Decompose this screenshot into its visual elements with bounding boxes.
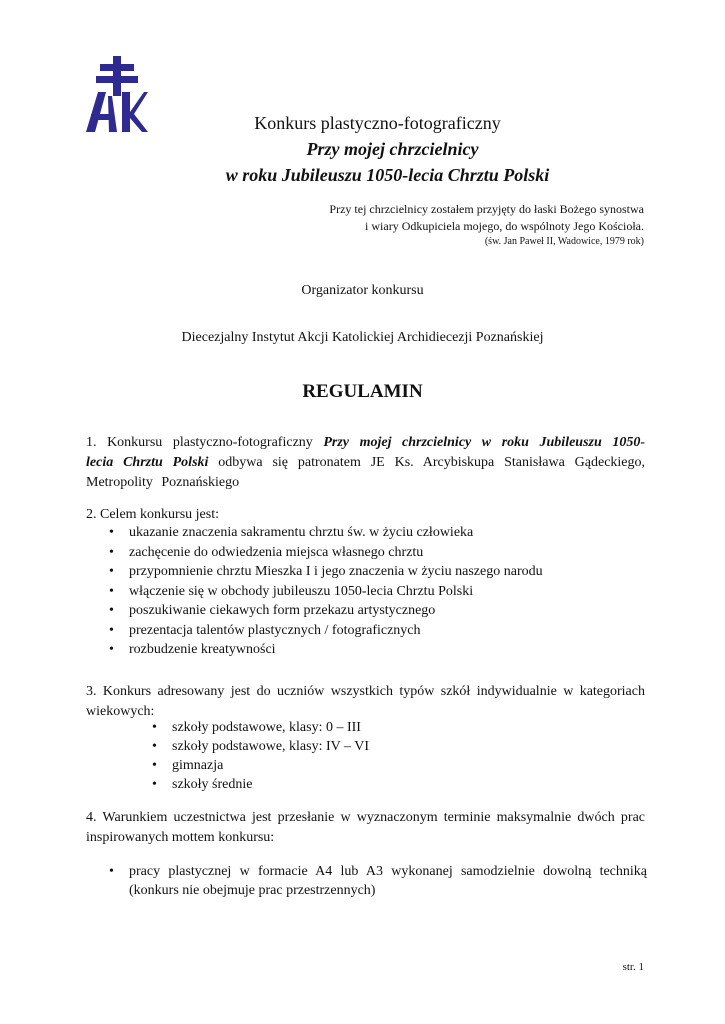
section-1-paragraph xyxy=(86,433,645,493)
list-item: • gimnazja xyxy=(150,756,550,775)
organizer-label: Organizator konkursu xyxy=(301,283,424,298)
contest-type-title: Konkurs plastyczno-fotograficzny xyxy=(254,113,501,133)
list-item: • prezentacja talentów plastycznych / fotograficznych xyxy=(107,621,647,641)
list-item: • szkoły podstawowe, klasy: 0 – III xyxy=(150,718,550,737)
age-categories-list xyxy=(150,718,550,794)
goals-list xyxy=(107,523,647,660)
list-item: • włączenie się w obchody jubileuszu 1050-lecia Chrztu Polski xyxy=(107,582,647,602)
list-item: • szkoły podstawowe, klasy: IV – VI xyxy=(150,737,550,756)
list-item: • ukazanie znaczenia sakramentu chrztu św. w życiu człowieka xyxy=(107,523,647,543)
page-number: str. 1 xyxy=(622,961,644,973)
section-4-intro: 4. Warunkiem uczestnictwa jest przesłanie w wyznaczonym terminie maksymalnie dwóch prac inspirowanych mottem konkursu: xyxy=(86,810,645,845)
contest-name-title: Przy mojej chrzcielnicy xyxy=(306,139,479,159)
section-1-prefix: 1. Konkursu plastyczno-fotograficzny xyxy=(86,435,324,450)
section-2-intro: 2. Celem konkursu jest: xyxy=(86,507,219,522)
section-1-suffix: odbywa się patronatem JE Ks. Arcybiskupa Stanisława Gądeckiego, Metropolity Poznańskiego xyxy=(86,455,646,490)
list-item: • pracy plastycznej w formacie A4 lub A3 wykonanej samodzielnie dowolną techniką (konkurs nie obejmuje prac przestrzennych) xyxy=(107,862,647,900)
list-item: • rozbudzenie kreatywności xyxy=(107,640,647,660)
section-3-intro: 3. Konkurs adresowany jest do uczniów wszystkich typów szkół indywidualnie w kategoriach wiekowych: xyxy=(86,684,645,719)
list-item: • zachęcenie do odwiedzenia miejsca własnego chrztu xyxy=(107,543,647,563)
list-item: • poszukiwanie ciekawych form przekazu artystycznego xyxy=(107,601,647,621)
organizer-name: Diecezjalny Instytut Akcji Katolickiej Archidiecezji Poznańskiej xyxy=(181,330,544,345)
svg-text:AK: AK xyxy=(86,43,110,60)
list-item: • szkoły średnie xyxy=(150,775,550,794)
regulations-heading: REGULAMIN xyxy=(302,381,423,402)
quote-line-2: i wiary Odkupiciela mojego, do wspólnoty Jego Kościoła. xyxy=(365,219,644,233)
quote-source: (św. Jan Paweł II, Wadowice, 1979 rok) xyxy=(484,236,644,247)
section-1-contest-title: Przy mojej chrzcielnicy w roku Jubileuszu 1050-lecia Chrztu Polski xyxy=(86,435,645,470)
list-item: • przypomnienie chrztu Mieszka I i jego znaczenia w życiu naszego narodu xyxy=(107,562,647,582)
submission-requirements-list xyxy=(107,862,647,900)
contest-subtitle: w roku Jubileuszu 1050-lecia Chrztu Polski xyxy=(225,165,550,185)
quote-line-1: Przy tej chrzcielnicy zostałem przyjęty do łaski Bożego synostwa xyxy=(329,202,644,216)
